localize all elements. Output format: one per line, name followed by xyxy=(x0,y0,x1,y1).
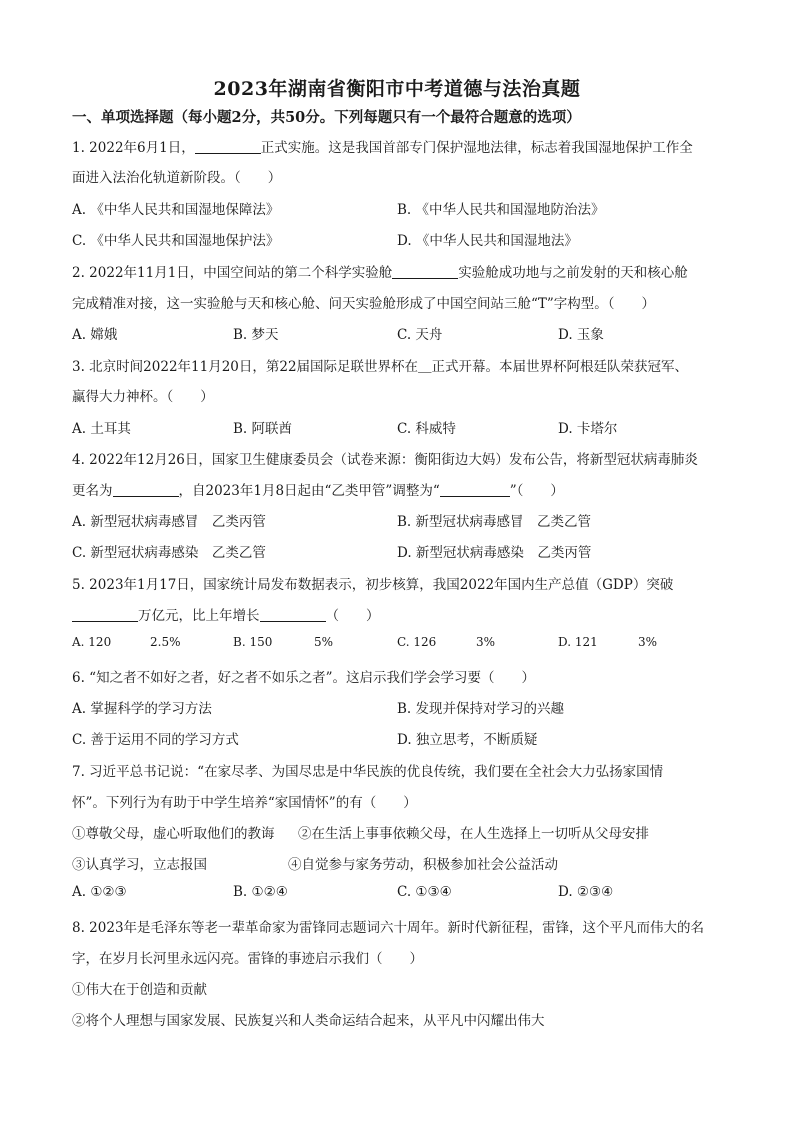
q1-option-d: D. 《中华人民共和国湿地法》 xyxy=(397,233,578,249)
question-2-line-1: 2. 2022年11月1日，中国空间站的第二个科学实验舱 实验舱成功地与之前发射的天和核心舱 xyxy=(72,265,688,281)
q4-option-a: A. 新型冠状病毒感冒 乙类丙管 xyxy=(72,514,266,530)
answer-blank xyxy=(195,139,261,154)
q1-option-b: B. 《中华人民共和国湿地防治法》 xyxy=(397,202,605,218)
question-4-line-2: 更名为 ，自2023年1月8日起由“乙类甲管”调整为“ ”（ ） xyxy=(72,483,564,499)
q5-option-c-value: C. 126 xyxy=(397,635,437,649)
q2-option-a: A. 嫦娥 xyxy=(72,327,118,343)
question-4-line-1: 4. 2022年12月26日，国家卫生健康委员会（试卷来源：衡阳街边大妈）发布公告，将新型冠状病毒肺炎 xyxy=(72,452,698,468)
q6-option-b: B. 发现并保持对学习的兴趣 xyxy=(397,701,565,717)
q5-option-a-value: A. 120 xyxy=(72,635,112,649)
q5-option-d-rate: 3% xyxy=(638,635,658,649)
question-1-line-2: 面进入法治化轨道新阶段。（ ） xyxy=(72,170,282,186)
q5-option-b-value: B. 150 xyxy=(233,635,273,649)
answer-blank xyxy=(260,607,326,622)
q4-option-d: D. 新型冠状病毒感染 乙类丙管 xyxy=(397,545,592,561)
q3-option-c: C. 科威特 xyxy=(397,421,456,437)
q2-option-c: C. 天舟 xyxy=(397,327,443,343)
q3-option-a: A. 土耳其 xyxy=(72,421,131,437)
question-3-line-1: 3. 北京时间2022年11月20日，第22届国际足联世界杯在＿正式开幕。本届世界杯阿根廷队荣获冠军、 xyxy=(72,359,689,375)
q7-option-d: D. ②③④ xyxy=(558,884,614,900)
section-heading: 一、单项选择题（每小题2分，共50分。下列每题只有一个最符合题意的选项） xyxy=(72,109,581,126)
q7-option-a: A. ①②③ xyxy=(72,884,127,900)
q4-option-b: B. 新型冠状病毒感冒 乙类乙管 xyxy=(397,514,592,530)
question-5-line-1: 5. 2023年1月17日，国家统计局发布数据表示，初步核算，我国2022年国内生产总值（GDP）突破 xyxy=(72,577,674,593)
question-3-line-2: 赢得大力神杯。（ ） xyxy=(72,389,214,405)
question-1-line-1: 1. 2022年6月1日， 正式实施。这是我国首部专门保护湿地法律，标志着我国湿地保护工作全 xyxy=(72,140,693,156)
question-7-line-2: 怀”。下列行为有助于中学生培养“家国情怀”的有（ ） xyxy=(72,795,417,811)
answer-blank xyxy=(440,482,510,497)
q7-option-c: C. ①③④ xyxy=(397,884,452,900)
question-5-line-2: 万亿元，比上年增长 （ ） xyxy=(72,604,732,624)
answer-blank xyxy=(392,264,458,279)
q1-option-c: C. 《中华人民共和国湿地保护法》 xyxy=(72,233,280,249)
q4-option-c: C. 新型冠状病毒感染 乙类乙管 xyxy=(72,545,266,561)
q7-statement-4: ④自觉参与家务劳动，积极参加社会公益活动 xyxy=(288,857,558,873)
q2-option-d: D. 玉象 xyxy=(558,327,604,343)
q8-statement-2: ②将个人理想与国家发展、民族复兴和人类命运结合起来，从平凡中闪耀出伟大 xyxy=(72,1013,545,1029)
q2-option-b: B. 梦天 xyxy=(233,327,279,343)
q7-option-b: B. ①②④ xyxy=(233,884,288,900)
q7-statement-1: ①尊敬父母，虚心听取他们的教诲 xyxy=(72,826,275,842)
q3-option-b: B. 阿联酋 xyxy=(233,421,293,437)
q7-statement-2: ②在生活上事事依赖父母，在人生选择上一切听从父母安排 xyxy=(298,826,649,842)
q5-option-a-rate: 2.5% xyxy=(150,635,181,649)
q1-option-a: A. 《中华人民共和国湿地保障法》 xyxy=(72,202,280,218)
q6-option-a: A. 掌握科学的学习方法 xyxy=(72,701,212,717)
q7-statement-3: ③认真学习，立志报国 xyxy=(72,857,207,873)
question-2-line-2: 完成精准对接，这一实验舱与天和核心舱、问天实验舱形成了中国空间站三舱“T”字构型。（ ） xyxy=(72,296,656,312)
answer-blank xyxy=(72,607,138,622)
q5-option-b-rate: 5% xyxy=(314,635,334,649)
q3-option-d: D. 卡塔尔 xyxy=(558,421,618,437)
question-8-line-2: 字，在岁月长河里永远闪亮。雷锋的事迹启示我们（ ） xyxy=(72,951,423,967)
q6-option-c: C. 善于运用不同的学习方式 xyxy=(72,732,239,748)
q5-option-d-value: D. 121 xyxy=(558,635,598,649)
answer-blank xyxy=(113,482,179,497)
q8-statement-1: ①伟大在于创造和贡献 xyxy=(72,982,207,998)
question-7-line-1: 7. 习近平总书记说：“在家尽孝、为国尽忠是中华民族的优良传统，我们要在全社会大力弘扬家国情 xyxy=(72,764,664,780)
q6-option-d: D. 独立思考，不断质疑 xyxy=(397,732,538,748)
q5-option-c-rate: 3% xyxy=(476,635,496,649)
question-6-line-1: 6. “知之者不如好之者，好之者不如乐之者”。这启示我们学会学习要（ ） xyxy=(72,670,535,686)
question-8-line-1: 8. 2023年是毛泽东等老一辈革命家为雷锋同志题词六十周年。新时代新征程，雷锋，这个平凡而伟大的名 xyxy=(72,920,705,936)
page-title: 2023年湖南省衡阳市中考道德与法治真题 xyxy=(213,78,581,100)
